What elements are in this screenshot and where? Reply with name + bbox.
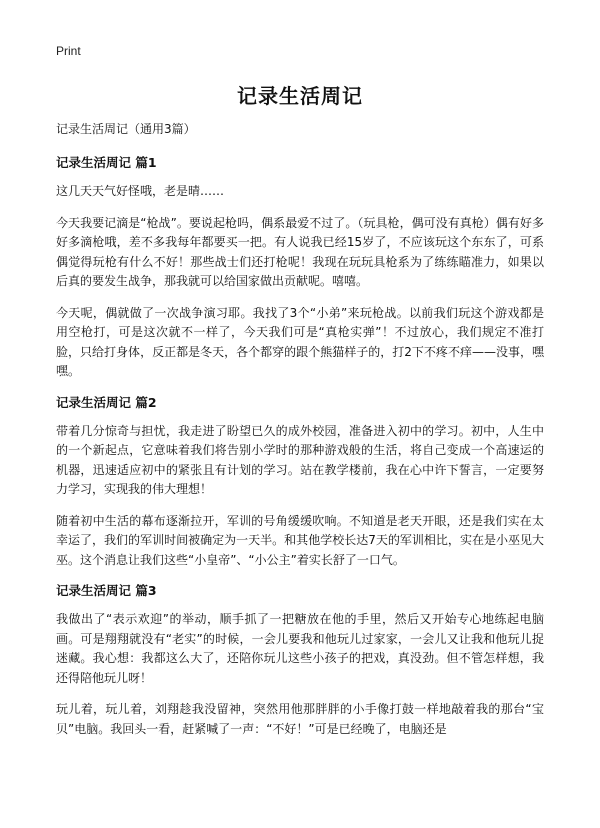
section-heading: 记录生活周记 篇1 [56,155,157,170]
document-title: 记录生活周记 [237,84,363,108]
paragraph: 随着初中生活的幕布逐渐拉开，军训的号角缓缓吹响。不知道是老天开眼，还是我们实在太幸运了，我们的军训时间被确定为一天半。和其他学校长达7天的军训相比，实在是小巫见大巫。这个消息让我们这些“小皇帝”、“小公主”着实长舒了一口气。 [56,513,544,567]
paragraph: 这几天天气好怪哦，老是晴…… [56,184,225,198]
print-link[interactable]: Print [56,44,81,58]
paragraph: 玩儿着，玩儿着，刘翔趁我没留神，突然用他那胖胖的小手像打鼓一样地敲着我的那台“宝贝”电脑。我回头一看，赶紧喊了一声：“不好！”可是已经晚了，电脑还是 [56,702,544,736]
section-heading: 记录生活周记 篇2 [56,394,157,410]
document-body [56,120,544,751]
paragraph: 今天我要记滴是“枪战”。要说起枪吗，偶系最爱不过了。（玩具枪，偶可没有真枪）偶有好多好多滴枪哦，差不多我每年都要买一把。有人说我已经15岁了，不应该玩这个东东了，可系偶觉得玩枪有什么不好！那些战士们还打枪呢！我现在玩玩具枪系为了练练瞄准力，如果以后真的要发生战争，那我就可以给国家做出贡献呢。嘻嘻。 [56,215,544,288]
section-1 [56,154,544,382]
paragraph: 带着几分惊奇与担忧，我走进了盼望已久的成外校园，准备进入初中的学习。初中，人生中的一个新起点，它意味着我们将告别小学时的那种游戏般的生活，将自己变成一个高速运的机器，迅速适应初中的紧张且有计划的学习。站在教学楼前，我在心中许下誓言，一定要努力学习，实现我的伟大理想！ [56,423,544,496]
section-3 [56,582,544,739]
section-heading: 记录生活周记 篇3 [56,583,157,598]
document-subtitle: 记录生活周记（通用3篇） [56,122,196,136]
paragraph: 我做出了“表示欢迎”的举动，顺手抓了一把糖放在他的手里，然后又开始专心地练起电脑画。可是翔翔就没有“老实”的时候，一会儿要我和他玩儿过家家，一会儿又让我和他玩儿捉迷藏。我心想：我都这么大了，还陪你玩儿这些小孩子的把戏，真没劲。但不管怎样想，我还得陪他玩儿呀！ [56,612,544,685]
paragraph: 今天呢，偶就做了一次战争演习耶。我找了3个“小弟”来玩枪战。以前我们玩这个游戏都是用空枪打，可是这次就不一样了，今天我们可是“真枪实弹”！不过放心，我们规定不准打脸，只给打身体，反正都是冬天，各个都穿的跟个熊猫样子的，打2下不疼不痒——没事，嘿嘿。 [56,305,544,378]
section-2 [56,394,544,571]
